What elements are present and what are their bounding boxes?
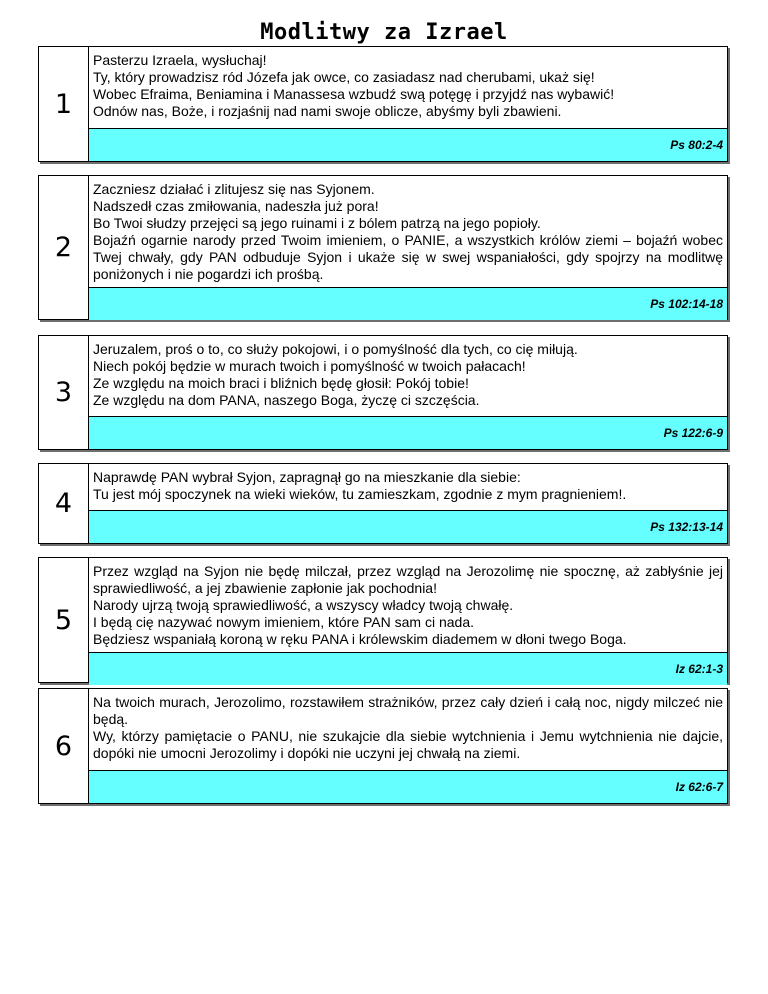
- prayer-line: Przez wzgląd na Syjon nie będę milczał, przez wzgląd na Jerozolimę nie spocznę, aż zabłyśnie jej sprawiedliwość, a jej zbawienie zapłonie jak pochodnia!: [93, 563, 723, 596]
- prayer-line: Ze względu na moich braci i bliźnich będę głosił: Pokój tobie!: [93, 375, 469, 391]
- prayer-text: [89, 558, 727, 652]
- prayer-line: Wobec Efraima, Beniamina i Manassesa wzbudź swą potęgę i przyjdź nas wybawić!: [93, 86, 615, 102]
- scripture-reference: Ps 102:14-18: [89, 287, 727, 320]
- prayer-card-2: [38, 175, 728, 320]
- prayer-number: 1: [39, 47, 89, 161]
- prayer-line: Narody ujrzą twoją sprawiedliwość, a wszyscy władcy twoją chwałę.: [93, 597, 514, 613]
- scripture-reference: Ps 122:6-9: [89, 416, 727, 449]
- prayer-card-6: [38, 688, 728, 804]
- scripture-reference: Ps 80:2-4: [89, 128, 727, 161]
- prayer-card-1: [38, 46, 728, 162]
- prayer-line: Niech pokój będzie w murach twoich i pomyślność w twoich pałacach!: [93, 358, 526, 374]
- scripture-reference: Iz 62:6-7: [89, 770, 727, 803]
- prayer-number: 2: [39, 176, 89, 319]
- prayer-line: Tu jest mój spoczynek na wieki wieków, tu zamieszkam, zgodnie z mym pragnieniem!.: [93, 486, 627, 502]
- prayer-text: [89, 464, 727, 510]
- prayer-card-4: [38, 463, 728, 544]
- prayer-text: [89, 689, 727, 770]
- prayer-text: [89, 47, 727, 128]
- prayer-card-5: [38, 557, 728, 683]
- prayer-number: 5: [39, 558, 89, 682]
- prayer-line: Ze względu na dom PANA, naszego Boga, życzę ci szczęścia.: [93, 392, 480, 408]
- prayer-line: Naprawdę PAN wybrał Syjon, zapragnął go na mieszkanie dla siebie:: [93, 469, 521, 485]
- page-title: Modlitwy za Izrael: [260, 20, 508, 45]
- prayer-line: Pasterzu Izraela, wysłuchaj!: [93, 52, 267, 68]
- prayer-line: Ty, który prowadzisz ród Józefa jak owce, co zasiadasz nad cherubami, ukaż się!: [93, 69, 595, 85]
- prayer-line: Na twoich murach, Jerozolimo, rozstawiłem strażników, przez cały dzień i całą noc, nigdy milczeć nie będą.: [93, 694, 723, 727]
- prayer-line: Wy, którzy pamiętacie o PANU, nie szukajcie dla siebie wytchnienia i Jemu wytchnienia nie dajcie, dopóki nie umocni Jerozolimy i dopóki nie uczyni jej chwałą na ziemi.: [93, 728, 723, 761]
- prayer-line: Zaczniesz działać i zlitujesz się nas Syjonem.: [93, 181, 375, 197]
- prayer-line: I będą cię nazywać nowym imieniem, które PAN sam ci nada.: [93, 614, 475, 630]
- scripture-reference: Ps 132:13-14: [89, 510, 727, 543]
- prayer-line: Odnów nas, Boże, i rozjaśnij nad nami swoje oblicze, abyśmy byli zbawieni.: [93, 103, 562, 119]
- scripture-reference: Iz 62:1-3: [89, 652, 727, 685]
- prayer-text: [89, 336, 727, 416]
- prayer-card-3: [38, 335, 728, 450]
- prayer-line: Nadszedł czas zmiłowania, nadeszła już pora!: [93, 198, 379, 214]
- prayer-line: Bojaźń ogarnie narody przed Twoim imieniem, o PANIE, a wszystkich królów ziemi – bojaźń wobec Twej chwały, gdy PAN odbuduje Syjon i ukaże się w swej wspaniałości, gdy spojrzy na modlitwę poniżonych i nie pogardzi ich prośbą.: [93, 232, 723, 282]
- prayer-line: Bo Twoi słudzy przejęci są jego ruinami i z bólem patrzą na jego popioły.: [93, 215, 541, 231]
- prayer-line: Jeruzalem, proś o to, co służy pokojowi, i o pomyślność dla tych, co cię miłują.: [93, 341, 578, 357]
- prayer-text: [89, 176, 727, 287]
- prayer-line: Będziesz wspaniałą koroną w ręku PANA i królewskim diademem w dłoni twego Boga.: [93, 631, 627, 647]
- prayer-number: 6: [39, 689, 89, 803]
- prayer-number: 3: [39, 336, 89, 449]
- prayer-number: 4: [39, 464, 89, 543]
